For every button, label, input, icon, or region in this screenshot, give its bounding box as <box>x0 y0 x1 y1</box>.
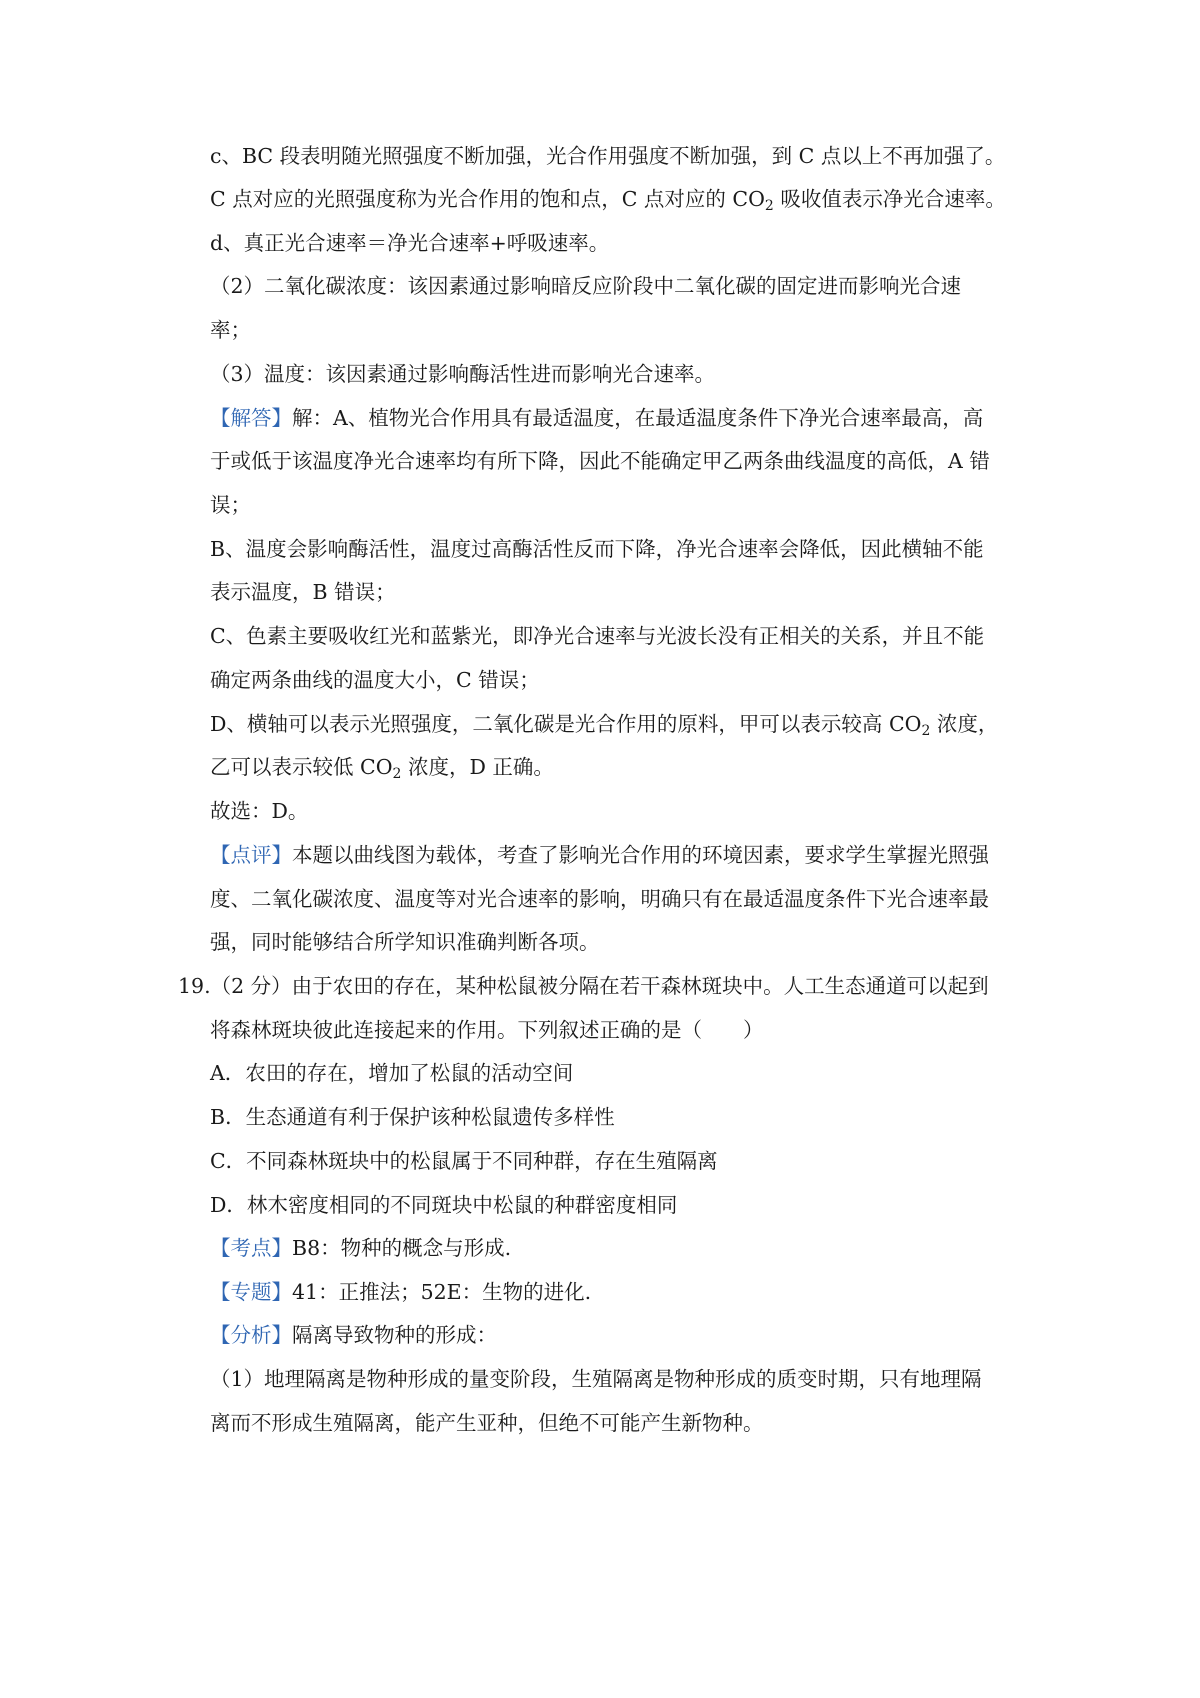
text-line <box>210 229 1030 257</box>
line-text: d、真正光合速率＝净光合速率+呼吸速率。 <box>210 231 610 255</box>
line-text: 确定两条曲线的温度大小，C 错误； <box>210 668 540 692</box>
text-line <box>210 535 1030 563</box>
text-line <box>210 1234 1030 1262</box>
text-line <box>210 1365 1030 1393</box>
text-line <box>210 797 1030 825</box>
text-line <box>210 1103 1030 1131</box>
line-text: 率； <box>210 318 251 342</box>
line-text: （1）地理隔离是物种形成的量变阶段，生殖隔离是物种形成的质变时期，只有地理隔 <box>210 1367 982 1391</box>
line-text: A．农田的存在，增加了松鼠的活动空间 <box>210 1061 574 1085</box>
line-text: 强，同时能够结合所学知识准确判断各项。 <box>210 930 600 954</box>
line-text: c、BC 段表明随光照强度不断加强，光合作用强度不断加强，到 C 点以上不再加强了。 <box>210 144 1006 168</box>
line-text: 解：A、植物光合作用具有最适温度，在最适温度条件下净光合速率最高，高 <box>292 406 984 430</box>
line-text: 误； <box>210 493 251 517</box>
line-text: （3）温度：该因素通过影响酶活性进而影响光合速率。 <box>210 362 716 386</box>
text-line <box>210 142 1030 170</box>
line-text-tail: 吸收值表示净光合速率。 <box>773 187 1006 211</box>
line-text-tail: 浓度， <box>930 712 999 736</box>
line-text: D、横轴可以表示光照强度，二氧化碳是光合作用的原料，甲可以表示较高 CO <box>210 712 922 736</box>
text-line <box>210 1059 1030 1087</box>
text-line <box>210 272 1030 300</box>
text-line <box>210 841 1030 869</box>
section-tag: 【点评】 <box>210 843 292 867</box>
text-line <box>210 491 1030 519</box>
line-text: D．林木密度相同的不同斑块中松鼠的种群密度相同 <box>210 1193 678 1217</box>
text-line <box>210 622 1030 650</box>
text-line <box>210 1191 1030 1219</box>
text-line <box>178 972 998 1000</box>
text-line <box>210 666 1030 694</box>
section-tag: 【考点】 <box>210 1236 292 1260</box>
line-text: 本题以曲线图为载体，考查了影响光合作用的环境因素，要求学生掌握光照强 <box>292 843 989 867</box>
line-text: B．生态通道有利于保护该种松鼠遗传多样性 <box>210 1105 615 1129</box>
line-text: 离而不形成生殖隔离，能产生亚种，但绝不可能产生新物种。 <box>210 1411 764 1435</box>
text-line <box>210 447 1030 475</box>
line-text: 将森林斑块彼此连接起来的作用。下列叙述正确的是（ ） <box>210 1018 764 1042</box>
subscript: 2 <box>392 766 402 782</box>
line-text: （2）二氧化碳浓度：该因素通过影响暗反应阶段中二氧化碳的固定进而影响光合速 <box>210 274 962 298</box>
line-text: 乙可以表示较低 CO <box>210 755 393 779</box>
line-text: 度、二氧化碳浓度、温度等对光合速率的影响，明确只有在最适温度条件下光合速率最 <box>210 887 989 911</box>
text-line <box>210 1147 1030 1175</box>
text-line <box>210 578 1030 606</box>
line-text: 19.（2 分）由于农田的存在，某种松鼠被分隔在若干森林斑块中。人工生态通道可以起到 <box>178 974 989 998</box>
text-line <box>210 710 1030 738</box>
line-text: 故选：D。 <box>210 799 309 823</box>
text-line <box>210 1278 1030 1306</box>
line-text: 隔离导致物种的形成： <box>292 1323 497 1347</box>
text-line <box>210 360 1030 388</box>
text-line <box>210 753 1030 781</box>
text-line <box>210 928 1030 956</box>
line-text: C、色素主要吸收红光和蓝紫光，即净光合速率与光波长没有正相关的关系，并且不能 <box>210 624 985 648</box>
text-line <box>210 404 1030 432</box>
line-text: B8：物种的概念与形成. <box>292 1236 512 1260</box>
line-text: 于或低于该温度净光合速率均有所下降，因此不能确定甲乙两条曲线温度的高低，A 错 <box>210 449 990 473</box>
subscript: 2 <box>921 723 931 739</box>
section-tag: 【专题】 <box>210 1280 292 1304</box>
line-text-tail: 浓度，D 正确。 <box>401 755 554 779</box>
line-text: C．不同森林斑块中的松鼠属于不同种群，存在生殖隔离 <box>210 1149 718 1173</box>
text-line <box>210 1321 1030 1349</box>
text-line <box>210 885 1030 913</box>
text-line <box>210 185 1030 213</box>
section-tag: 【解答】 <box>210 406 292 430</box>
line-text: 表示温度，B 错误； <box>210 580 396 604</box>
text-line <box>210 316 1030 344</box>
line-text: B、温度会影响酶活性，温度过高酶活性反而下降，净光合速率会降低，因此横轴不能 <box>210 537 984 561</box>
line-text: 41：正推法；52E：生物的进化. <box>292 1280 592 1304</box>
line-text: C 点对应的光照强度称为光合作用的饱和点，C 点对应的 CO <box>210 187 765 211</box>
text-line <box>210 1016 1030 1044</box>
text-line <box>210 1409 1030 1437</box>
section-tag: 【分析】 <box>210 1323 292 1347</box>
subscript: 2 <box>764 198 774 214</box>
